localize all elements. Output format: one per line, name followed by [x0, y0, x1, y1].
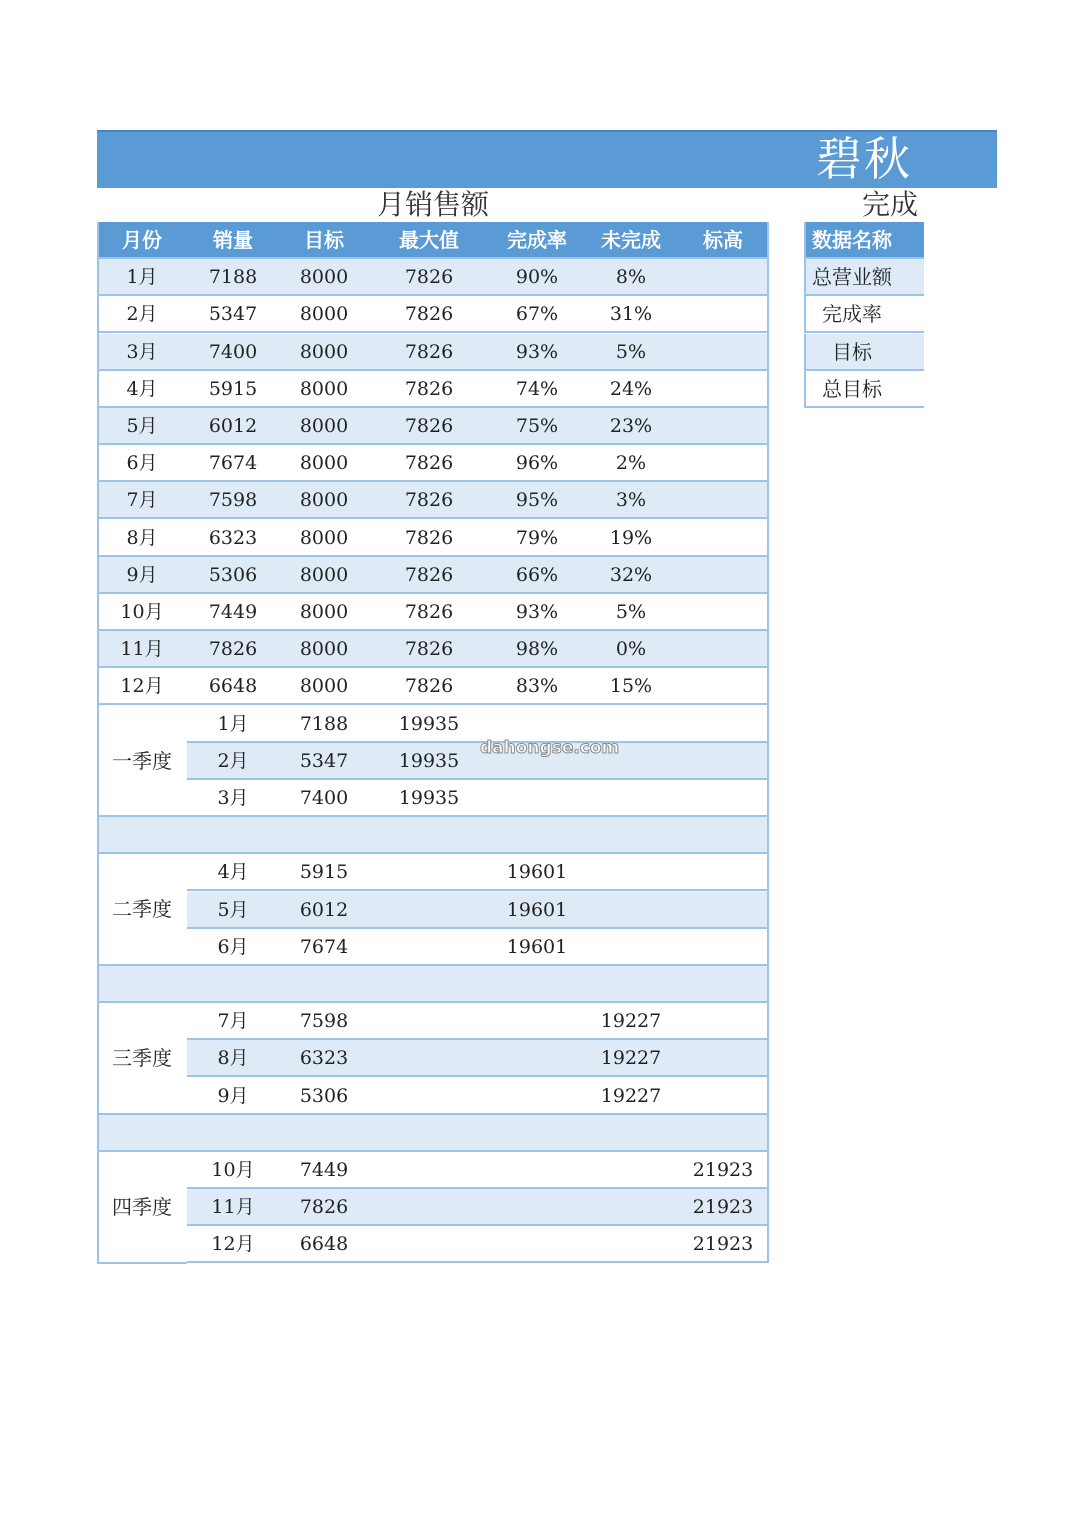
- quarter-month: 6月: [217, 935, 249, 958]
- quarter-month: 1月: [217, 712, 249, 735]
- quarter-month: 2月: [217, 749, 249, 772]
- table-cell: 2%: [615, 452, 647, 475]
- table-cell: 8月: [126, 526, 158, 549]
- table-cell: 8000: [299, 377, 349, 400]
- table-row: [97, 259, 769, 296]
- table-cell: 7826: [404, 452, 454, 475]
- table-cell: 93%: [515, 340, 559, 363]
- quarter-label: 一季度: [97, 706, 187, 818]
- quarter-label: 三季度: [97, 1003, 187, 1115]
- quarter-month: 10月: [211, 1159, 255, 1181]
- summary-row: [804, 296, 924, 333]
- quarter-month: 11月: [211, 1196, 255, 1219]
- quarter-sales: 7826: [299, 1196, 349, 1219]
- quarter-row: [97, 1226, 769, 1263]
- quarter-total: 21923: [692, 1196, 754, 1219]
- table-cell: 11月: [120, 638, 164, 661]
- table-row: [97, 520, 769, 557]
- table-cell: [677, 557, 769, 594]
- quarter-total: 19601: [506, 861, 568, 884]
- table-cell: 6648: [208, 675, 258, 698]
- table-cell: 7188: [208, 266, 258, 289]
- quarter-row: [97, 1040, 769, 1077]
- table-cell: 7826: [404, 489, 454, 512]
- table-cell: 74%: [515, 377, 559, 400]
- table-cell: 1月: [126, 266, 158, 289]
- quarter-sales: 7674: [299, 935, 349, 958]
- table-cell: 5%: [615, 601, 647, 623]
- summary-row: [804, 334, 924, 371]
- quarter-row: [97, 1152, 769, 1189]
- table-cell: 6012: [208, 415, 258, 437]
- table-cell: 8000: [299, 266, 349, 289]
- table-cell: 7826: [404, 526, 454, 549]
- table-cell: [677, 259, 769, 296]
- table-cell: 5306: [208, 563, 258, 586]
- table-cell: 7826: [404, 563, 454, 586]
- table-cell: 7826: [404, 303, 454, 326]
- table-cell: [677, 668, 769, 705]
- quarter-total: 19935: [398, 787, 460, 809]
- table-cell: 5%: [615, 340, 647, 363]
- quarter-row: [97, 854, 769, 891]
- summary-row: [804, 371, 924, 408]
- table-cell: 19%: [609, 526, 653, 549]
- quarter-row: [97, 929, 769, 966]
- table-cell: [677, 408, 769, 445]
- summary-header: [804, 222, 924, 259]
- quarter-sales: 6648: [299, 1233, 349, 1256]
- quarter-sales: 7188: [299, 712, 349, 735]
- table-cell: 95%: [515, 489, 559, 512]
- quarter-month: 4月: [217, 861, 249, 884]
- table-cell: 23%: [609, 415, 653, 437]
- quarter-row: [97, 706, 769, 743]
- spacer-row: [97, 1115, 769, 1152]
- table-cell: 7449: [208, 601, 258, 623]
- table-row: [97, 557, 769, 594]
- table-cell: 8000: [299, 489, 349, 512]
- quarter-row: [97, 780, 769, 817]
- spacer-row: [97, 966, 769, 1003]
- summary-row-label: 总营业额: [812, 265, 892, 290]
- table-cell: 3%: [615, 489, 647, 512]
- table-cell: 7月: [126, 489, 158, 512]
- table-cell: 7826: [404, 266, 454, 289]
- table-cell: 24%: [609, 377, 653, 400]
- table-cell: 7826: [208, 638, 258, 661]
- table-cell: 9月: [126, 563, 158, 586]
- table-cell: 7598: [208, 489, 258, 512]
- quarter-month: 7月: [217, 1010, 249, 1033]
- quarter-total: 19227: [600, 1047, 662, 1070]
- table-cell: 7826: [404, 675, 454, 698]
- table-cell: [677, 482, 769, 519]
- quarter-total: 19601: [506, 935, 568, 958]
- watermark: dahongse.com: [480, 738, 620, 758]
- table-cell: 4月: [126, 377, 158, 400]
- header-cell: 月份: [122, 228, 162, 252]
- table-cell: 8000: [299, 601, 349, 623]
- quarter-total: 19227: [600, 1084, 662, 1107]
- table-cell: 10月: [120, 601, 164, 623]
- table-cell: [677, 371, 769, 408]
- quarter-label: 二季度: [97, 854, 187, 966]
- quarter-row: [97, 1078, 769, 1115]
- quarter-total: 19227: [600, 1010, 662, 1033]
- monthly-sales-title: 月销售额: [376, 188, 489, 221]
- table-cell: [677, 520, 769, 557]
- quarter-total: 19601: [506, 898, 568, 921]
- quarter-sales: 5915: [299, 861, 349, 884]
- quarter-month: 3月: [217, 787, 249, 809]
- quarter-row: [97, 892, 769, 929]
- quarter-sales: 7449: [299, 1159, 349, 1181]
- quarter-month: 12月: [211, 1233, 255, 1256]
- quarter-total: 19935: [398, 749, 460, 772]
- table-cell: 15%: [609, 675, 653, 698]
- table-cell: 8000: [299, 526, 349, 549]
- table-cell: 0%: [615, 638, 647, 661]
- table-cell: 90%: [515, 266, 559, 289]
- table-cell: 7674: [208, 452, 258, 475]
- banner-title: 碧秋: [816, 132, 912, 186]
- quarter-total: 21923: [692, 1159, 754, 1181]
- table-row: [97, 296, 769, 333]
- table-cell: 67%: [515, 303, 559, 326]
- summary-row-label: 完成率: [822, 302, 882, 327]
- table-cell: 7826: [404, 340, 454, 363]
- table-row: [97, 668, 769, 705]
- table-cell: 93%: [515, 601, 559, 623]
- table-cell: 6月: [126, 452, 158, 475]
- table-row: [97, 371, 769, 408]
- summary-header-label: 数据名称: [812, 228, 892, 252]
- summary-row-label: 总目标: [822, 376, 882, 401]
- table-row: [97, 482, 769, 519]
- completion-title: 完成: [862, 188, 919, 221]
- spacer-row: [97, 817, 769, 854]
- table-cell: 5347: [208, 303, 258, 326]
- table-cell: 12月: [120, 675, 164, 698]
- header-cell: 完成率: [507, 228, 567, 252]
- table-cell: 5915: [208, 377, 258, 400]
- table-cell: 8000: [299, 415, 349, 437]
- header-cell: 标高: [703, 228, 743, 252]
- table-cell: [677, 445, 769, 482]
- quarter-sales: 5306: [299, 1084, 349, 1107]
- table-cell: 6323: [208, 526, 258, 549]
- table-cell: 32%: [609, 563, 653, 586]
- table-cell: [677, 334, 769, 371]
- table-cell: 5月: [126, 415, 158, 437]
- quarter-row: [97, 743, 769, 780]
- quarter-month: 9月: [217, 1084, 249, 1107]
- table-cell: 7826: [404, 638, 454, 661]
- table-cell: 31%: [609, 303, 653, 326]
- table-row: [97, 408, 769, 445]
- header-cell: 销量: [213, 228, 253, 252]
- table-cell: 7826: [404, 415, 454, 437]
- header-cell: 目标: [304, 228, 344, 252]
- table-row: [97, 445, 769, 482]
- table-cell: 8000: [299, 563, 349, 586]
- summary-row-label: 目标: [832, 339, 872, 364]
- table-cell: 8%: [615, 266, 647, 289]
- quarter-month: 8月: [217, 1047, 249, 1070]
- table-cell: 8000: [299, 452, 349, 475]
- table-cell: 2月: [126, 303, 158, 326]
- table-cell: 8000: [299, 675, 349, 698]
- table-cell: 8000: [299, 638, 349, 661]
- table-cell: 98%: [515, 638, 559, 661]
- quarter-sales: 6012: [299, 898, 349, 921]
- table-cell: [677, 296, 769, 333]
- quarter-sales: 7598: [299, 1010, 349, 1033]
- quarter-month: 5月: [217, 898, 249, 921]
- quarter-sales: 5347: [299, 749, 349, 772]
- quarter-row: [97, 1003, 769, 1040]
- table-cell: 96%: [515, 452, 559, 475]
- quarter-total: 21923: [692, 1233, 754, 1256]
- table-cell: 75%: [515, 415, 559, 437]
- quarter-label: 四季度: [97, 1152, 187, 1264]
- table-cell: 8000: [299, 340, 349, 363]
- table-row: [97, 594, 769, 631]
- table-header: [97, 222, 769, 259]
- table-cell: 7826: [404, 601, 454, 623]
- quarter-row: [97, 1189, 769, 1226]
- header-cell: 未完成: [601, 228, 661, 252]
- table-cell: 7400: [208, 340, 258, 363]
- table-cell: 7826: [404, 377, 454, 400]
- header-cell: 最大值: [399, 228, 459, 252]
- quarter-sales: 6323: [299, 1047, 349, 1070]
- table-cell: 79%: [515, 526, 559, 549]
- table-row: [97, 631, 769, 668]
- table-cell: 3月: [126, 340, 158, 363]
- table-cell: 83%: [515, 675, 559, 698]
- table-cell: 8000: [299, 303, 349, 326]
- table-cell: [677, 594, 769, 631]
- table-cell: 66%: [515, 563, 559, 586]
- summary-row: [804, 259, 924, 296]
- quarter-sales: 7400: [299, 787, 349, 809]
- quarter-total: 19935: [398, 712, 460, 735]
- table-cell: [677, 631, 769, 668]
- table-row: [97, 334, 769, 371]
